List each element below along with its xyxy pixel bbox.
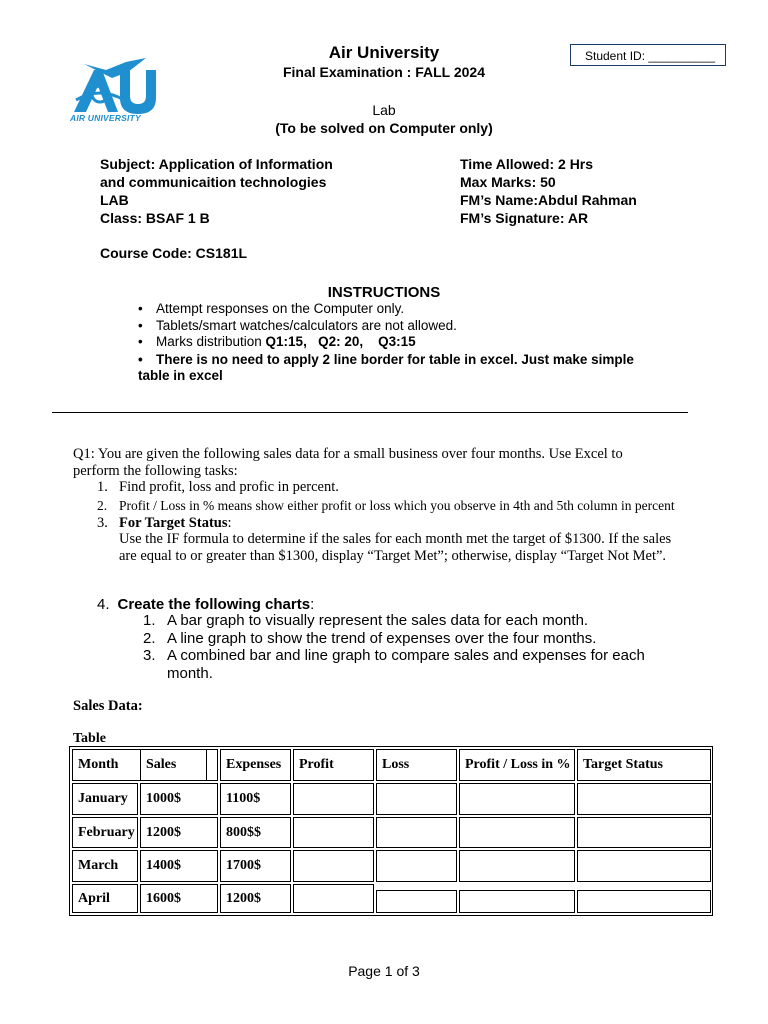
table-cell: 800$$ — [220, 817, 291, 848]
exam-details — [460, 155, 637, 227]
task-text: A bar graph to visually represent the sales data for each month. — [167, 612, 589, 629]
table-cell: 1200$ — [220, 884, 291, 913]
table-cell: 1100$ — [220, 783, 291, 815]
table-cell — [376, 817, 457, 848]
lab-note: (To be solved on Computer only) — [275, 120, 493, 136]
table-cell — [293, 817, 374, 848]
task-text: Profit / Loss in % means show either profit or loss which you observe in 4th and 5th column in percent — [119, 497, 675, 513]
task-number: 3. — [143, 647, 156, 664]
table-header-cell: Expenses — [220, 749, 291, 781]
max-marks: Max Marks: 50 — [460, 174, 556, 190]
table-cell: 1600$ — [140, 884, 218, 913]
table-header-cell: Target Status — [577, 749, 711, 781]
table-cell: 1700$ — [220, 850, 291, 882]
bullet-icon: • — [138, 334, 143, 349]
table-cell: January — [72, 783, 138, 815]
subject-block — [100, 155, 333, 227]
task-number: 3. — [97, 514, 108, 531]
table-cell — [293, 884, 374, 913]
table-cell: March — [72, 850, 138, 882]
q1-intro-line-2: perform the following tasks: — [73, 462, 238, 479]
task-text: Use the IF formula to determine if the sales for each month met the target of $1300. If the sales are equal to or greater than $1300, display “Target Met”; otherwise, display “Target Not Met”. — [119, 531, 672, 564]
task-number: 1. — [143, 612, 156, 629]
table-cell — [376, 850, 457, 882]
chart-task-3 — [143, 647, 667, 682]
table-cell — [459, 783, 575, 815]
logo-text: AIR UNIVERSITY — [70, 113, 141, 123]
table-cell — [577, 817, 711, 848]
table-cell — [577, 850, 711, 882]
table-header-cell: Sales — [140, 749, 218, 781]
table-cell — [577, 890, 711, 913]
instruction-text-continued: table in excel — [138, 368, 223, 383]
instruction-item — [138, 301, 698, 318]
task-1 — [73, 479, 673, 496]
table-cell — [293, 783, 374, 815]
time-allowed: Time Allowed: 2 Hrs — [460, 156, 594, 172]
chart-tasks — [143, 612, 683, 682]
bullet-icon: • — [138, 351, 143, 367]
table-cell: 1200$ — [140, 817, 218, 848]
table-cell — [459, 850, 575, 882]
instruction-text: There is no need to apply 2 line border for table in excel. Just make simple — [156, 351, 634, 367]
class-label: Class: BSAF 1 B — [100, 210, 210, 226]
exam-title: Final Examination : FALL 2024 — [282, 64, 485, 80]
divider — [52, 412, 688, 413]
task-4 — [97, 596, 314, 613]
table-cell — [577, 783, 711, 815]
subject-line-2: and communicaition technologies — [100, 174, 327, 190]
instructions-list — [138, 301, 698, 385]
table-cell: 1400$ — [140, 850, 218, 882]
bullet-icon: • — [138, 301, 143, 316]
sales-table — [69, 746, 713, 916]
instructions-title: INSTRUCTIONS — [327, 284, 441, 301]
university-title: Air University — [328, 43, 440, 62]
table-header-cell: Profit / Loss in % — [459, 749, 575, 781]
table-header-cell: Loss — [376, 749, 457, 781]
task-text: Find profit, loss and profic in percent. — [119, 479, 339, 495]
chart-task-2 — [143, 630, 683, 648]
table-cell: 1000$ — [140, 783, 218, 815]
fm-name: FM’s Name:Abdul Rahman — [460, 192, 637, 208]
instruction-item — [138, 352, 698, 369]
lab-label: Lab — [372, 102, 396, 118]
table-cell — [459, 890, 575, 913]
instruction-text: Marks distribution — [156, 334, 266, 349]
page-number: Page 1 of 3 — [348, 963, 420, 979]
table-cell — [459, 817, 575, 848]
task-2 — [73, 498, 679, 513]
table-header-cell: Month — [72, 749, 207, 781]
task-title: Create the following charts — [117, 596, 311, 613]
instruction-item — [138, 318, 698, 335]
subject-line-1: Subject: Application of Information — [100, 156, 333, 172]
table-cell — [376, 890, 457, 913]
task-number: 2. — [97, 497, 108, 513]
instruction-item — [138, 334, 698, 351]
task-number: 1. — [97, 479, 108, 495]
q1-intro-line-1: Q1: You are given the following sales data for a small business over four months. Use Excel to — [73, 446, 623, 462]
instruction-text: Tablets/smart watches/calculators are not allowed. — [156, 317, 457, 333]
task-number: 4. — [97, 596, 110, 613]
student-id-field: Student ID: __________ — [570, 44, 726, 66]
table-cell: February — [72, 817, 138, 848]
fm-signature: FM’s Signature: AR — [460, 210, 589, 226]
question-1 — [73, 446, 673, 564]
course-code: Course Code: CS181L — [100, 245, 248, 261]
bullet-icon: • — [138, 317, 143, 333]
table-label: Table — [73, 731, 106, 746]
task-number: 2. — [143, 629, 156, 647]
marks-distribution: Q1:15, Q2: 20, Q3:15 — [265, 334, 416, 349]
task-colon: : — [310, 596, 315, 613]
task-title: For Target Status — [119, 514, 228, 531]
subject-line-3: LAB — [100, 192, 129, 208]
table-cell: April — [72, 884, 138, 913]
table-cell — [293, 850, 374, 882]
sales-data-heading: Sales Data: — [73, 698, 143, 714]
task-text: A line graph to show the trend of expenses over the four months. — [167, 629, 597, 647]
chart-task-1 — [143, 612, 683, 630]
table-header-cell: Profit — [293, 749, 374, 781]
task-colon: : — [227, 514, 232, 531]
task-3 — [73, 515, 679, 565]
task-text: A combined bar and line graph to compare sales and expenses for each month. — [167, 647, 645, 682]
table-cell — [376, 783, 457, 815]
instruction-text: Attempt responses on the Computer only. — [156, 301, 405, 316]
